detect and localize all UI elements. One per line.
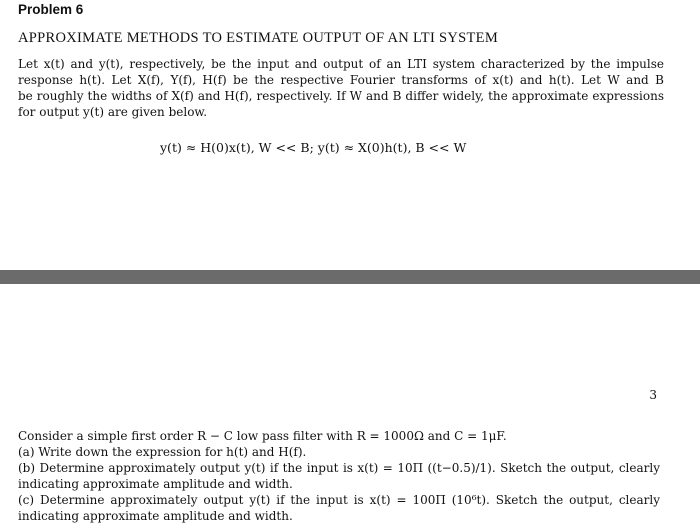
question-line: Consider a simple first order R − C low pass filter with R = 1000Ω and C = 1μF. <box>18 429 507 443</box>
page-divider <box>0 270 700 284</box>
paragraph-line: Let x(t) and y(t), respectively, be the input and output of an LTI system characterized by the impulse <box>18 57 664 71</box>
page-number: 3 <box>649 388 657 402</box>
page-bottom <box>0 284 700 528</box>
paragraph-line: be roughly the widths of X(f) and H(f), respectively. If W and B differ widely, the approximate expressions <box>18 89 664 103</box>
question-line: indicating approximate amplitude and width. <box>18 509 293 523</box>
paragraph-line: for output y(t) are given below. <box>18 105 208 119</box>
problem-label: Problem 6 <box>18 2 84 17</box>
question-line: (b) Determine approximately output y(t) if the input is x(t) = 10Π ((t−0.5)/1). Sketch the output, clearly <box>18 461 660 475</box>
problem-questions <box>18 428 660 524</box>
paragraph-line: response h(t). Let X(f), Y(f), H(f) be the respective Fourier transforms of x(t) and h(t). Let W and B <box>18 73 664 87</box>
question-line: indicating approximate amplitude and width. <box>18 477 293 491</box>
question-line: (a) Write down the expression for h(t) and H(f). <box>18 445 307 459</box>
approximation-equation: y(t) ≈ H(0)x(t), W << B; y(t) ≈ X(0)h(t), B << W <box>160 140 467 155</box>
question-line: (c) Determine approximately output y(t) if the input is x(t) = 100Π (10⁶t). Sketch the output, clearly <box>18 493 660 507</box>
section-title: APPROXIMATE METHODS TO ESTIMATE OUTPUT OF AN LTI SYSTEM <box>18 30 499 46</box>
intro-paragraph <box>18 56 664 120</box>
